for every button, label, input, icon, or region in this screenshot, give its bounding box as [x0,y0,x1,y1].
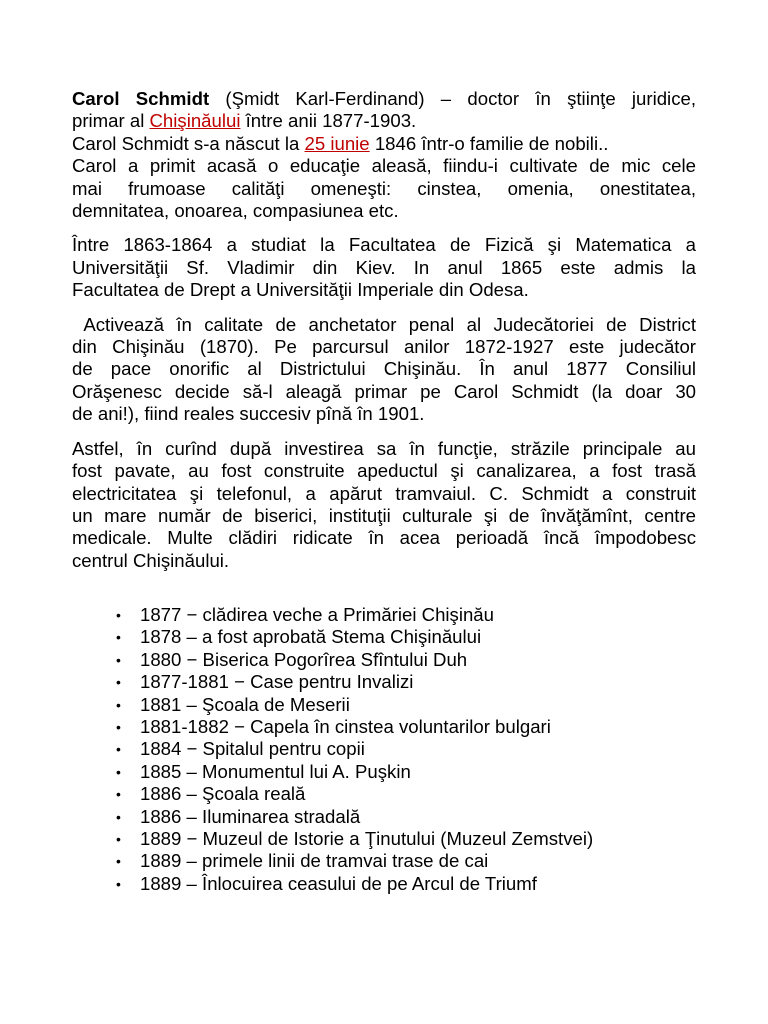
timeline-item [116,626,593,648]
achievements-line: electricitatea şi telefonul, a apărut tramvaiul. C. Schmidt a construit [72,482,696,504]
intro-line-1: Carol Schmidt (Şmidt Karl-Ferdinand) – doctor în ştiinţe juridice, [72,88,696,109]
achievements-line: Astfel, în curînd după investirea sa în funcţie, străzile principale au [72,437,696,459]
education-paragraph [72,234,696,301]
achievements-line: un mare număr de biserici, instituţii culturale şi de învăţămînt, centre [72,504,696,526]
timeline-item-text: 1881-1882 − Capela în cinstea voluntarilor bulgari [140,716,551,738]
timeline-item-text: 1886 – Şcoala reală [140,783,306,805]
bullet-icon: • [116,875,121,892]
intro-paragraph [72,88,696,222]
timeline-item-text: 1889 – Înlocuirea ceasului de pe Arcul de Triumf [140,872,537,894]
bullet-icon: • [116,741,121,758]
timeline-item [116,604,593,626]
bullet-icon: • [116,651,121,668]
timeline-item [116,783,593,805]
career-line: Orăşenesc decide să-l aleagă primar pe Carol Schmidt (la doar 30 [72,380,696,402]
timeline-item [116,738,593,760]
intro-line-6: demnitatea, onoarea, compasiunea etc. [72,200,399,222]
achievements-line: fost pavate, au fost construite apeductul şi canalizarea, a fost trasă [72,460,696,482]
intro-line-2: primar al Chişinăului între anii 1877-1903. [72,110,417,132]
bullet-icon: • [116,719,121,736]
achievements-paragraph [72,438,696,572]
timeline-item-text: 1886 – Iluminarea stradală [140,805,361,827]
timeline-item-text: 1877 − clădirea veche a Primăriei Chişinău [140,604,494,625]
education-line: Facultatea de Drept a Universităţii Imperiale din Odesa. [72,279,529,301]
bullet-icon: • [116,629,121,646]
bullet-icon: • [116,808,121,825]
achievements-line: centrul Chişinăului. [72,549,230,571]
timeline-list [116,604,593,895]
career-line: de ani!), fiind reales succesiv pînă în 1901. [72,403,425,425]
person-name: Carol Schmidt [72,88,210,109]
education-line: Universităţii Sf. Vladimir din Kiev. In anul 1865 este admis la [72,256,696,278]
timeline-item [116,806,593,828]
birth-date-link[interactable]: 25 iunie [304,132,370,154]
education-line: Între 1863-1864 a studiat la Facultatea de Fizică şi Matematica a [72,234,696,256]
career-line: de pace onorific al Districtului Chişinău. În anul 1877 Consiliul [72,358,696,380]
timeline-item [116,828,593,850]
intro-line-4: Carol a primit acasă o educaţie aleasă, fiindu-i cultivate de mic cele [72,155,696,177]
timeline-item-text: 1881 – Şcoala de Meserii [140,693,350,715]
career-paragraph [72,314,696,426]
timeline-item [116,649,593,671]
bullet-icon: • [116,853,121,870]
career-line: din Chişinău (1870). Pe parcursul anilor 1872-1927 este judecător [72,336,696,358]
bullet-icon: • [116,674,121,691]
timeline-item [116,850,593,872]
timeline-item [116,761,593,783]
achievements-line: medicale. Multe clădiri ridicate în acea perioadă încă împodobesc [72,527,696,549]
timeline-item [116,694,593,716]
timeline-item [116,671,593,693]
timeline-item-text: 1877-1881 − Case pentru Invalizi [140,671,414,693]
timeline-item [116,873,593,895]
bullet-icon: • [116,607,121,623]
timeline-item-text: 1878 – a fost aprobată Stema Chişinăului [140,626,482,648]
document-body [72,88,696,584]
bullet-icon: • [116,763,121,780]
bullet-icon: • [116,786,121,803]
timeline-item-text: 1889 − Muzeul de Istorie a Ţinutului (Muzeul Zemstvei) [140,828,594,850]
intro-line-5: mai frumoase calităţi omeneşti: cinstea, omenia, onestitatea, [72,177,696,199]
bullet-icon: • [116,831,121,848]
timeline-item-text: 1889 – primele linii de tramvai trase de cai [140,850,489,872]
intro-line-3: Carol Schmidt s-a născut la 25 iunie 1846 într-o familie de nobili.. [72,132,609,154]
timeline-item-text: 1880 − Biserica Pogorîrea Sfîntului Duh [140,648,468,670]
chisinau-link[interactable]: Chişinăului [149,110,241,132]
bullet-icon: • [116,696,121,713]
timeline-item-text: 1884 − Spitalul pentru copii [140,738,365,760]
career-line: Activează în calitate de anchetator penal al Judecătoriei de District [72,313,696,335]
timeline-item [116,716,593,738]
timeline-item-text: 1885 – Monumentul lui A. Puşkin [140,760,411,782]
